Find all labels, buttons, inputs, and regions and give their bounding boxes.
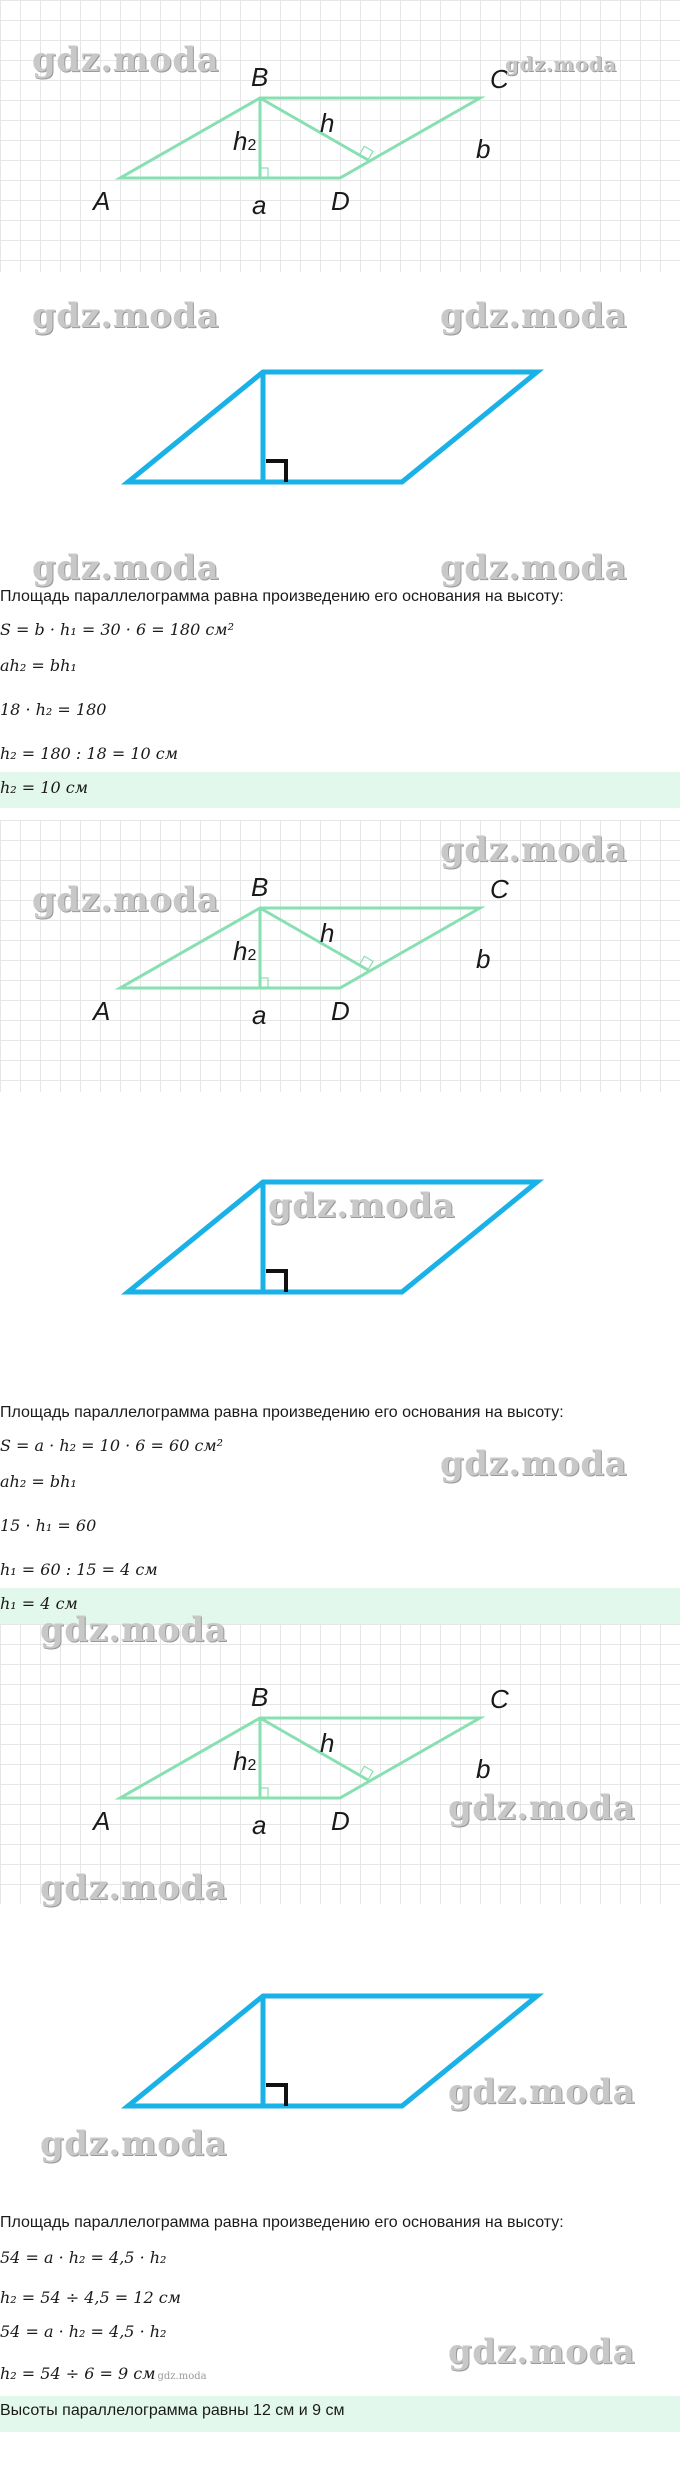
watermark: gdz.moda bbox=[40, 1868, 228, 1908]
watermark: gdz.moda bbox=[268, 1186, 456, 1226]
answer-highlight bbox=[0, 772, 680, 808]
label-D: D bbox=[331, 1806, 350, 1836]
solution-line: S = a · h₂ = 10 · 6 = 60 см² bbox=[0, 1436, 224, 1455]
label-D: D bbox=[331, 996, 350, 1026]
answer-text: Высоты параллелограмма равны 12 см и 9 см bbox=[0, 2402, 345, 2419]
label-a: a bbox=[252, 1810, 267, 1840]
watermark: gdz.moda bbox=[440, 1444, 628, 1484]
watermark: gdz.moda bbox=[32, 880, 220, 920]
answer-text: h₂ = 10 см bbox=[0, 778, 88, 797]
solution-line: h₂ = 180 : 18 = 10 см bbox=[0, 744, 179, 763]
watermark: gdz.moda bbox=[40, 2124, 228, 2164]
label-a: a bbox=[252, 1000, 267, 1030]
label-h2: h2 bbox=[233, 1746, 257, 1776]
label-A: A bbox=[93, 1806, 111, 1836]
solution-line: 54 = a · h₂ = 4,5 · h₂ bbox=[0, 2248, 167, 2267]
solution-line: S = b · h₁ = 30 · 6 = 180 см² bbox=[0, 620, 234, 639]
solution-line: 18 · h₂ = 180 bbox=[0, 700, 107, 719]
watermark: gdz.moda bbox=[448, 1788, 636, 1828]
parallelogram-labeled-figure bbox=[0, 1620, 680, 1892]
answer-text: h₁ = 4 см bbox=[0, 1594, 78, 1613]
label-D: D bbox=[331, 186, 350, 216]
label-h2: h2 bbox=[233, 126, 257, 156]
label-B: B bbox=[251, 1682, 269, 1712]
label-B: B bbox=[251, 872, 269, 902]
label-b: b bbox=[476, 944, 491, 974]
watermark: gdz.moda bbox=[32, 548, 220, 588]
watermark: gdz.moda bbox=[505, 52, 617, 76]
watermark: gdz.moda bbox=[32, 40, 220, 80]
label-h: h bbox=[320, 1728, 335, 1758]
solution-intro: Площадь параллелограмма равна произведению его основания на высоту: bbox=[0, 1404, 564, 1421]
label-C: C bbox=[490, 1684, 509, 1714]
watermark: gdz.moda bbox=[448, 2332, 636, 2372]
label-h: h bbox=[320, 918, 335, 948]
label-C: C bbox=[490, 874, 509, 904]
label-C: C bbox=[490, 64, 509, 94]
watermark: gdz.moda bbox=[440, 830, 628, 870]
solution-line: 15 · h₁ = 60 bbox=[0, 1516, 97, 1535]
solution-line: ah₂ = bh₁ bbox=[0, 656, 77, 675]
solution-intro: Площадь параллелограмма равна произведению его основания на высоту: bbox=[0, 588, 564, 605]
solution-line: h₂ = 54 ÷ 4,5 = 12 см bbox=[0, 2288, 181, 2307]
solution-intro: Площадь параллелограмма равна произведению его основания на высоту: bbox=[0, 2214, 564, 2231]
label-a: a bbox=[252, 190, 267, 220]
label-b: b bbox=[476, 134, 491, 164]
answer-highlight bbox=[0, 2396, 680, 2432]
label-A: A bbox=[93, 186, 111, 216]
watermark: gdz.moda bbox=[440, 296, 628, 336]
solution-line: h₁ = 60 : 15 = 4 см bbox=[0, 1560, 158, 1579]
label-A: A bbox=[93, 996, 111, 1026]
watermark: gdz.moda bbox=[40, 1610, 228, 1650]
label-h2: h2 bbox=[233, 936, 257, 966]
watermark: gdz.moda bbox=[440, 548, 628, 588]
solution-line: h₂ = 54 ÷ 6 = 9 см gdz.moda bbox=[0, 2364, 207, 2383]
label-b: b bbox=[476, 1754, 491, 1784]
watermark: gdz.moda bbox=[157, 2371, 207, 2382]
watermark: gdz.moda bbox=[32, 296, 220, 336]
label-B: B bbox=[251, 62, 269, 92]
watermark: gdz.moda bbox=[448, 2072, 636, 2112]
parallelogram-labeled-figure bbox=[0, 810, 680, 1082]
parallelogram-height-figure bbox=[0, 360, 680, 500]
solution-line: 54 = a · h₂ = 4,5 · h₂ bbox=[0, 2322, 167, 2341]
solution-line: ah₂ = bh₁ bbox=[0, 1472, 77, 1491]
label-h: h bbox=[320, 108, 335, 138]
